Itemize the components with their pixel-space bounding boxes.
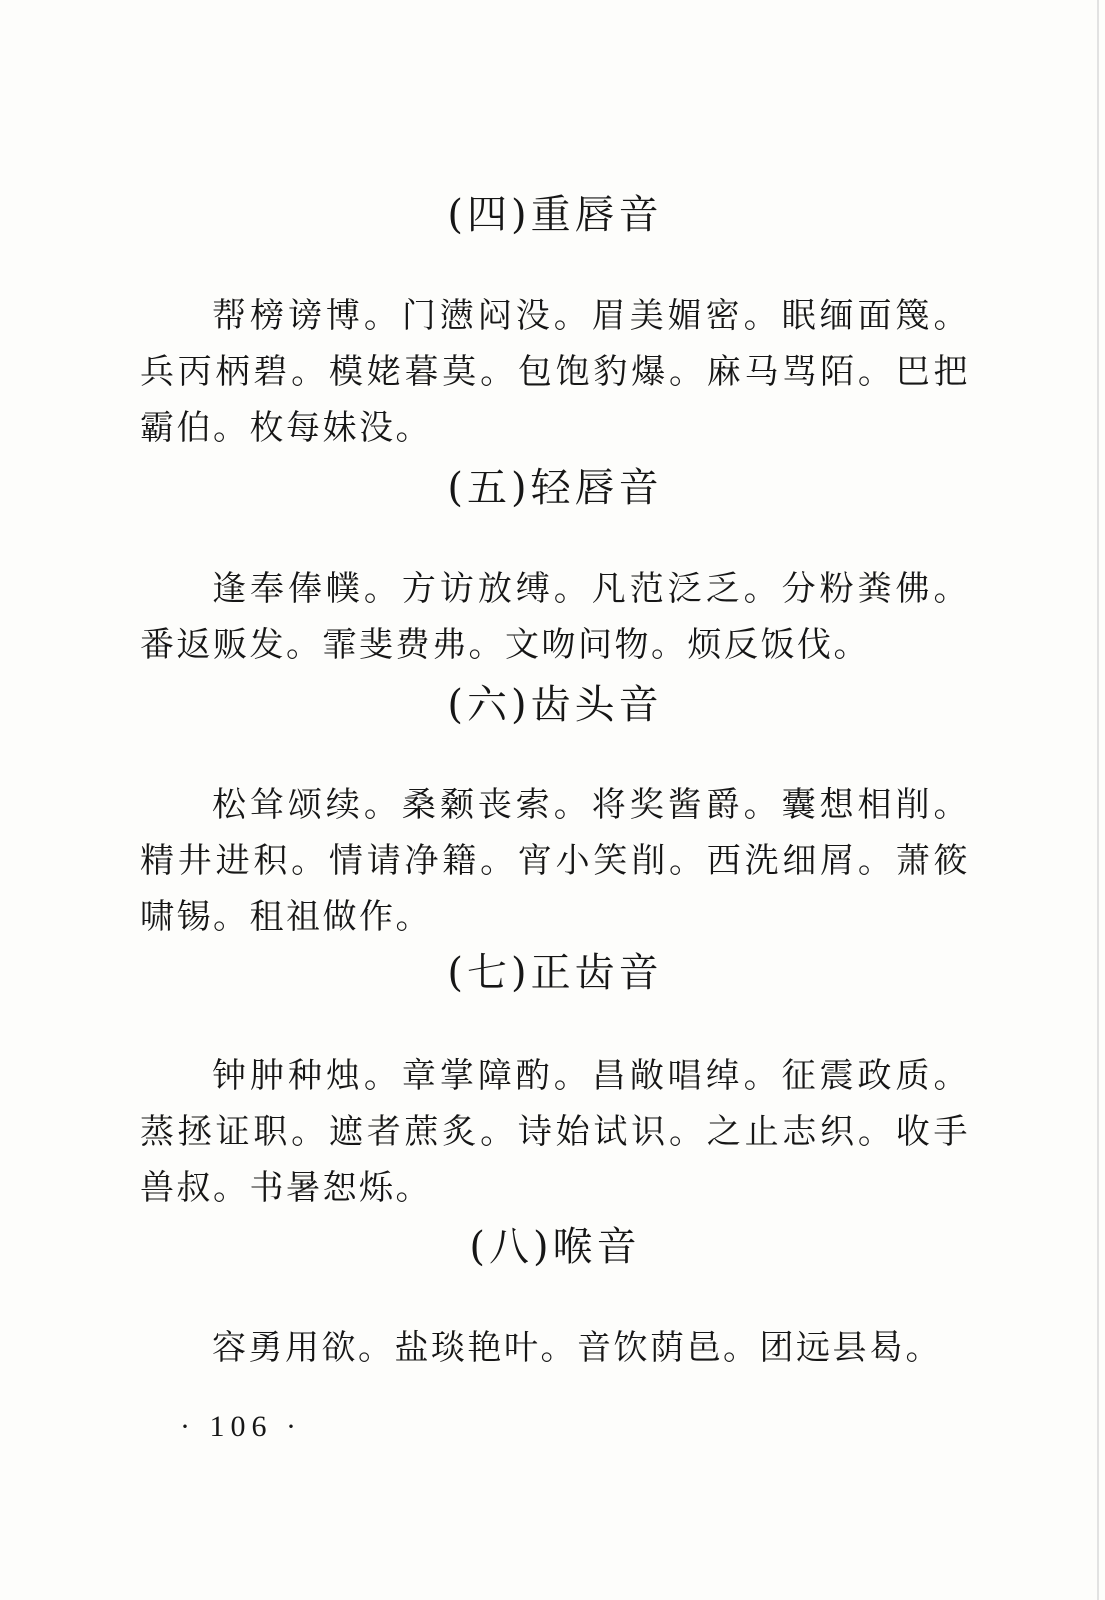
section-heading-5: (八)喉音 xyxy=(469,1224,641,1270)
section-heading-4: (七)正齿音 xyxy=(447,950,663,996)
section-text-3: 松耸颂续。桑颡丧索。将奖酱爵。囊想相削。精井进积。情请净籍。宵小笑削。西洗细屑。萧筱啸锡。租祖做作。 xyxy=(140,785,970,937)
page-number: · 106 · xyxy=(180,1410,302,1443)
section-heading-1: (四)重唇音 xyxy=(447,192,663,238)
section-text-4: 钟肿种烛。章掌障酌。昌敞唱绰。征震政质。蒸拯证职。遮者蔗炙。诗始试识。之止志织。收手兽叔。书暑恕烁。 xyxy=(140,1056,970,1208)
section-heading-2: (五)轻唇音 xyxy=(447,465,663,511)
section-text-1: 帮榜谤博。门懑闷没。眉美媚密。眠缅面篾。兵丙柄碧。模姥暮莫。包饱豹爆。麻马骂陌。巴把霸伯。枚每妹没。 xyxy=(140,296,970,448)
section-text-2: 逢奉俸幞。方访放缚。凡范泛乏。分粉粪佛。番返贩发。霏斐费弗。文吻问物。烦反饭伐。 xyxy=(140,569,970,665)
section-heading-3: (六)齿头音 xyxy=(447,682,663,728)
page-edge xyxy=(1097,0,1099,1600)
section-text-5: 容勇用欲。盐琰艳叶。音饮荫邑。团远县曷。 xyxy=(212,1328,942,1368)
